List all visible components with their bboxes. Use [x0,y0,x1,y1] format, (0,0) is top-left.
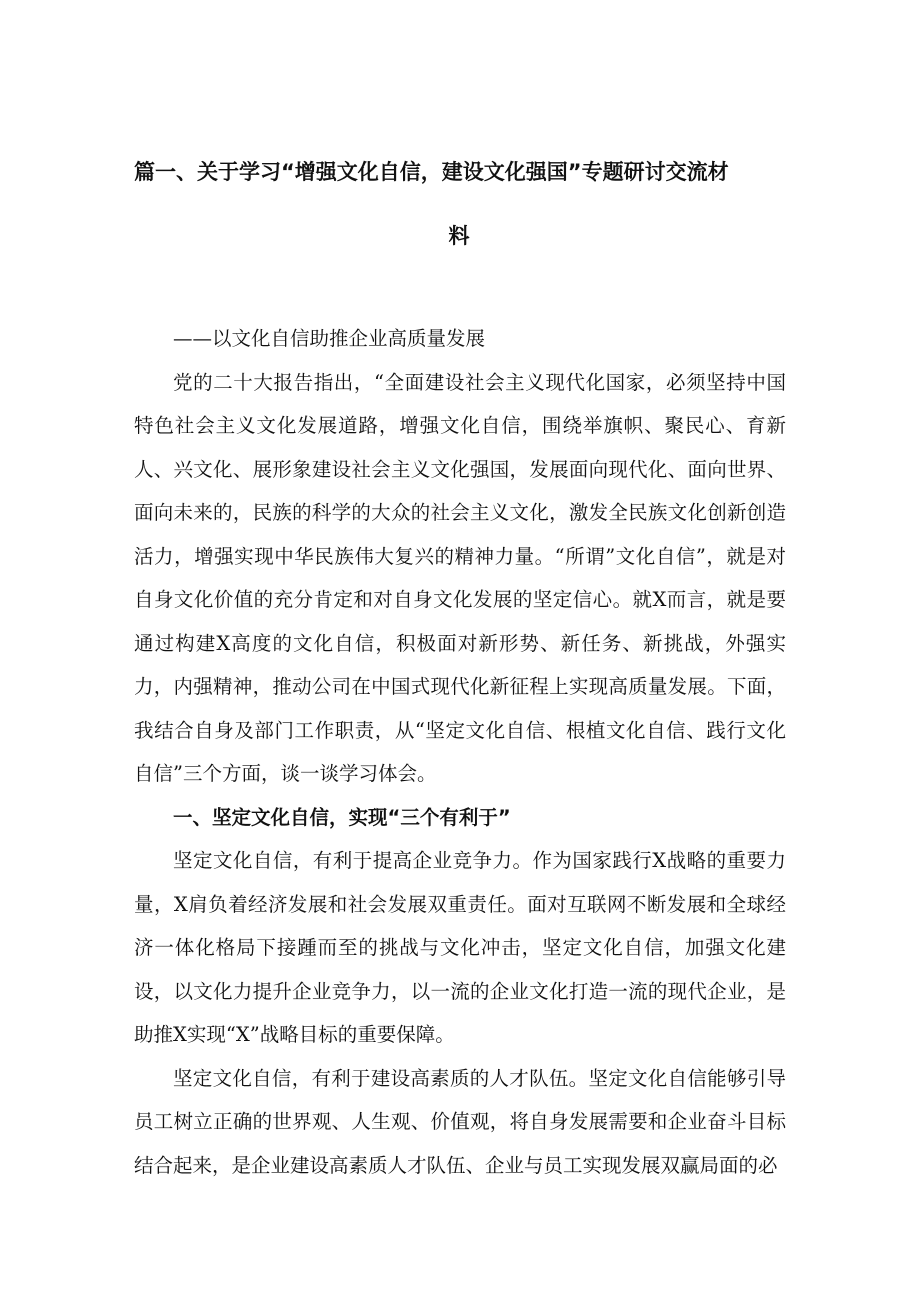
title-line-2: 料 [448,224,470,248]
document-title [134,140,784,268]
subtitle: ——以文化自信助推企业高质量发展 [173,327,486,350]
paragraph-1: 党的二十大报告指出，“全面建设社会主义现代化国家，必须坚持中国特色社会主义文化发展道路，增强文化自信，围绕举旗帜、聚民心、育新人、兴文化、展形象建设社会主义文化强国，发展面向现代化、面向世界、面向未来的，民族的科学的大众的社会主义文化，激发全民族文化创新创造活力，增强实现中华民族伟大复兴的精神力量。“所谓”文化自信”，就是对自身文化价值的充分肯定和对自身文化发展的坚定信心。就X而言，就是要通过构建X高度的文化自信，积极面对新形势、新任务、新挑战，外强实力，内强精神，推动公司在中国式现代化新征程上实现高质量发展。下面，我结合自身及部门工作职责，从“坚定文化自信、根植文化自信、践行文化自信”三个方面，谈一谈学习体会。 [134,370,786,785]
paragraph-2: 坚定文化自信，有利于提高企业竞争力。作为国家践行X战略的重要力量，X肩负着经济发展和社会发展双重责任。面对互联网不断发展和全球经济一体化格局下接踵而至的挑战与文化冲击，坚定文化自信，加强文化建设，以文化力提升企业竞争力，以一流的企业文化打造一流的现代企业，是助推X实现“X”战略目标的重要保障。 [134,849,786,1046]
paragraph-3: 坚定文化自信，有利于建设高素质的人才队伍。坚定文化自信能够引导员工树立正确的世界观、人生观、价值观，将自身发展需要和企业奋斗目标结合起来，是企业建设高素质人才队伍、企业与员工实现发展双赢局面的必 [134,1066,786,1177]
document-body [134,317,786,1187]
title-line-1: 篇一、关于学习“增强文化自信，建设文化强国”专题研讨交流材 [134,160,729,184]
section-heading-1: 一、坚定文化自信，实现“三个有利于” [173,805,511,829]
